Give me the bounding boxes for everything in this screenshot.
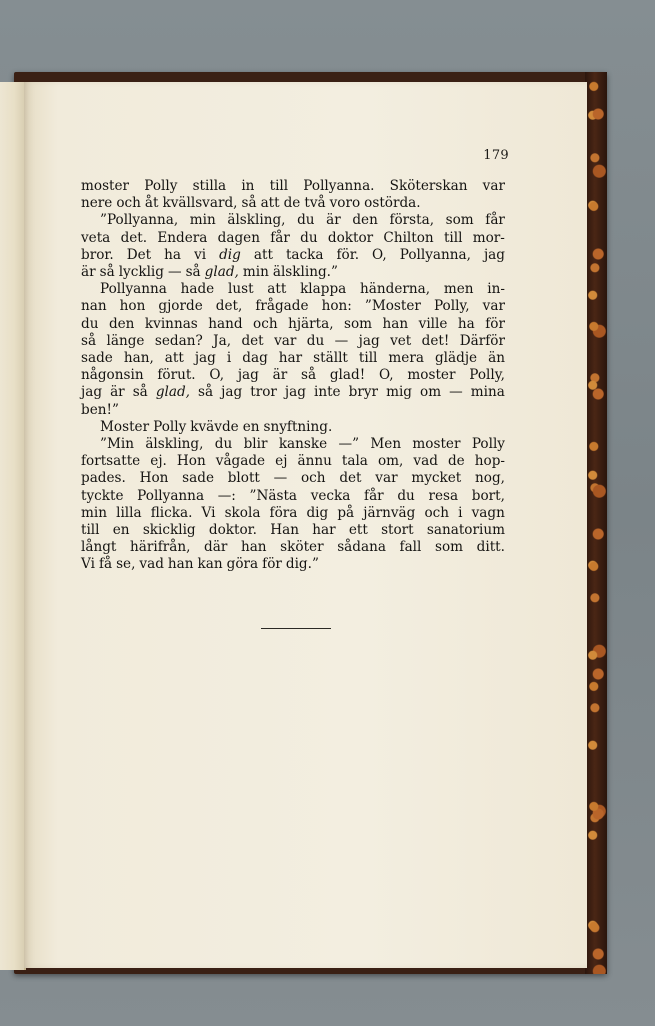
text-line: du den kvinnas hand och hjärta, som han ville ha för — [81, 315, 505, 332]
text-line: så länge sedan? Ja, det var du — jag vet det! Därför — [81, 332, 505, 349]
text-line: Pollyanna hade lust att klappa händerna, men in- — [100, 281, 505, 298]
text-line: ”Min älskling, du blir kanske —” Men moster Polly — [100, 436, 505, 453]
page-number: 179 — [483, 148, 509, 163]
text-line: Vi få se, vad han kan göra för dig.” — [81, 556, 319, 573]
text-line: är så lycklig — så glad, min älskling.” — [81, 264, 338, 281]
text-line: nan hon gjorde det, frågade hon: ”Moster Polly, var — [81, 298, 505, 315]
text-line: bror. Det ha vi dig att tacka för. O, Pollyanna, jag — [81, 246, 505, 263]
text-line: moster Polly stilla in till Pollyanna. Sköterskan var — [81, 178, 505, 194]
text-line: någonsin förut. O, jag är så glad! O, moster Polly, — [81, 367, 505, 384]
text-line: veta det. Endera dagen får du doktor Chilton till mor- — [81, 229, 505, 246]
text-line: fortsatte ej. Hon vågade ej ännu tala om, vad de hop- — [81, 453, 505, 470]
text-line: jag är så glad, så jag tror jag inte bryr mig om — mina — [81, 384, 505, 401]
text-line: ben!” — [81, 401, 119, 418]
previous-page-edge — [0, 82, 26, 970]
marbled-edge — [585, 72, 607, 974]
body-text — [81, 178, 505, 574]
text-line: sade han, att jag i dag har ställt till mera glädje än — [81, 350, 505, 367]
text-line: till en skicklig doktor. Han har ett stort sanatorium — [81, 522, 505, 539]
text-line: nere och åt kvällsvard, så att de två voro ostörda. — [81, 195, 421, 212]
text-line: tyckte Pollyanna —: ”Nästa vecka får du resa bort, — [81, 487, 505, 504]
text-line: min lilla flicka. Vi skola föra dig på järnväg och i vagn — [81, 504, 505, 521]
text-line: långt härifrån, där han sköter sådana fall som ditt. — [81, 539, 505, 556]
text-line: ”Pollyanna, min älskling, du är den första, som får — [100, 212, 505, 229]
book-page — [24, 82, 587, 968]
section-divider — [261, 628, 331, 629]
text-line: pades. Hon sade blott — och det var mycket nog, — [81, 470, 505, 487]
text-line: Moster Polly kvävde en snyftning. — [100, 418, 333, 435]
